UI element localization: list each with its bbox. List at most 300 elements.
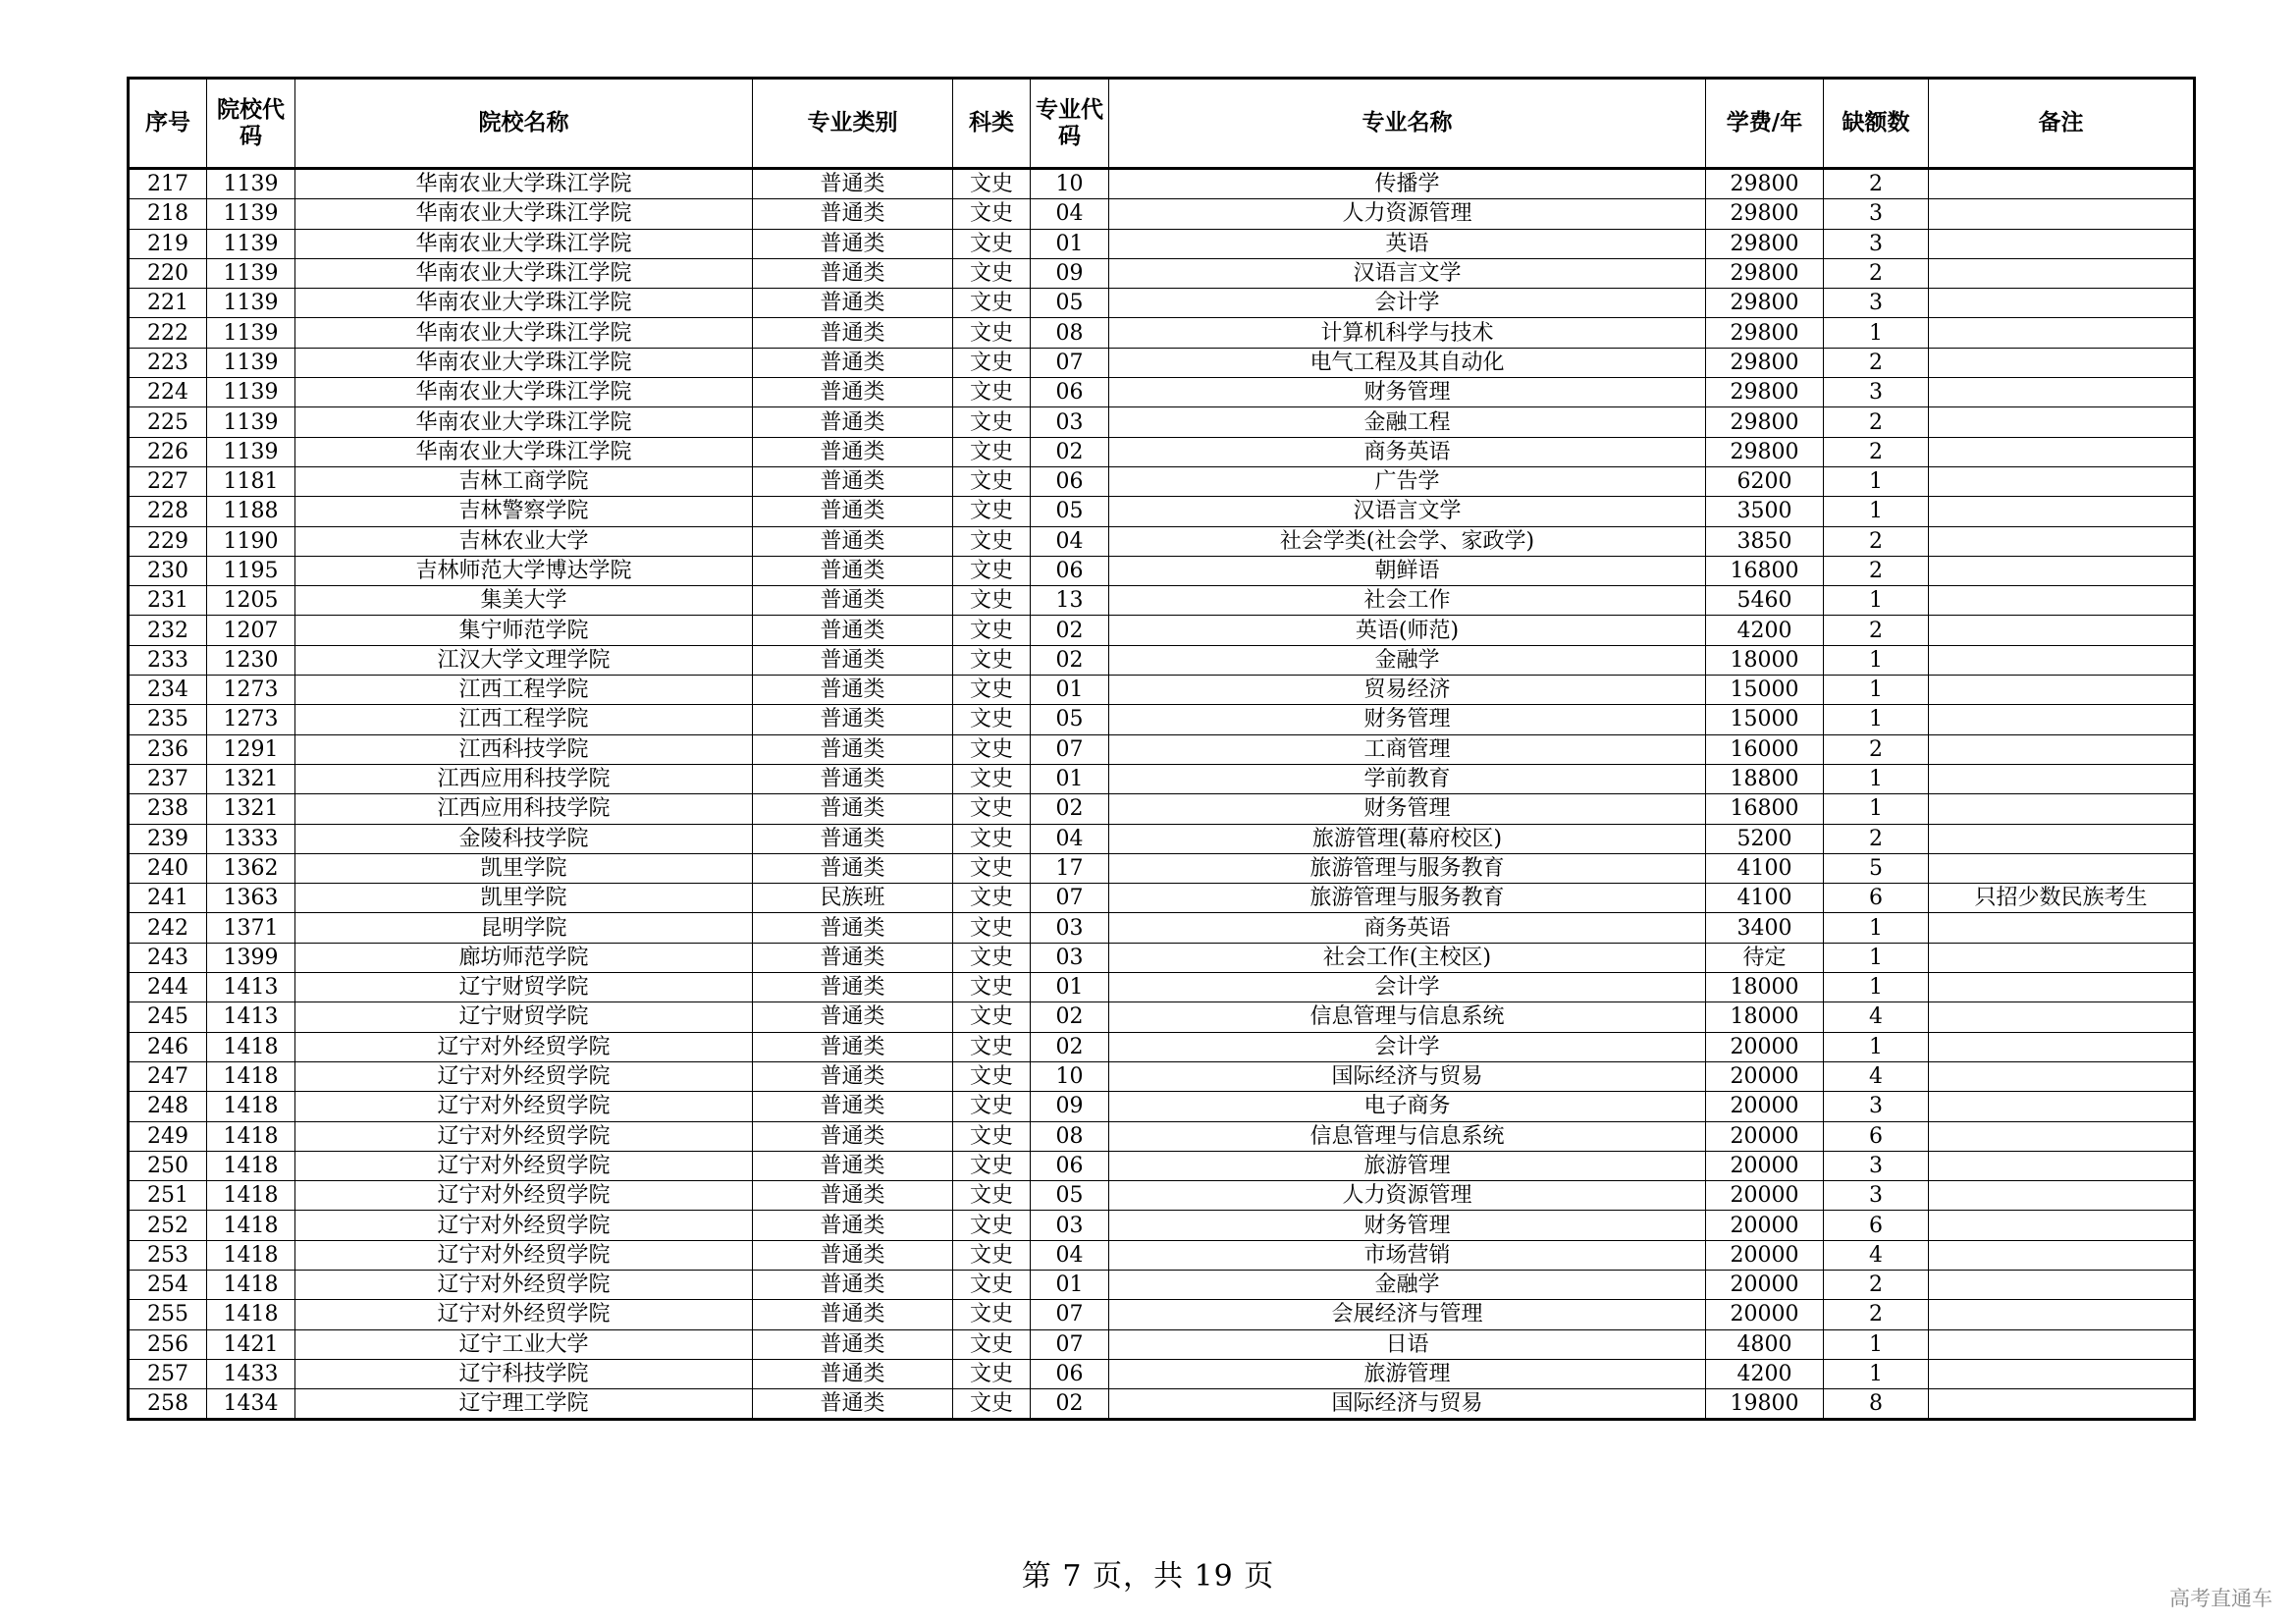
- cell-tuition: 29800: [1706, 229, 1824, 258]
- cell-seq: 231: [129, 586, 207, 616]
- cell-school-code: 1418: [207, 1151, 295, 1180]
- cell-seq: 228: [129, 497, 207, 526]
- cell-seq: 220: [129, 258, 207, 288]
- header-tuition: 学费/年: [1706, 79, 1824, 169]
- cell-school-name: 吉林师范大学博达学院: [295, 556, 753, 585]
- cell-school-name: 廊坊师范学院: [295, 943, 753, 972]
- cell-major-code: 05: [1031, 1181, 1109, 1211]
- cell-major-name: 汉语言文学: [1109, 497, 1706, 526]
- cell-remark: [1929, 734, 2195, 764]
- cell-major-code: 10: [1031, 1061, 1109, 1091]
- cell-tuition: 20000: [1706, 1032, 1824, 1061]
- cell-remark: [1929, 1151, 2195, 1180]
- cell-major-name: 旅游管理(幕府校区): [1109, 824, 1706, 853]
- cell-major-type: 普通类: [753, 318, 953, 348]
- cell-major-name: 金融学: [1109, 645, 1706, 675]
- header-school-name: 院校名称: [295, 79, 753, 169]
- cell-subject: 文史: [953, 705, 1031, 734]
- cell-school-code: 1207: [207, 616, 295, 645]
- cell-vacancies: 1: [1824, 645, 1929, 675]
- table-row: [129, 1121, 2195, 1151]
- cell-subject: 文史: [953, 794, 1031, 824]
- cell-remark: [1929, 1300, 2195, 1329]
- cell-school-name: 辽宁对外经贸学院: [295, 1032, 753, 1061]
- table-row: [129, 1032, 2195, 1061]
- cell-subject: 文史: [953, 1151, 1031, 1180]
- table-row: [129, 943, 2195, 972]
- cell-seq: 241: [129, 884, 207, 913]
- cell-school-name: 辽宁科技学院: [295, 1359, 753, 1388]
- cell-school-name: 江西科技学院: [295, 734, 753, 764]
- table-row: [129, 1359, 2195, 1388]
- cell-major-name: 国际经济与贸易: [1109, 1061, 1706, 1091]
- cell-tuition: 20000: [1706, 1151, 1824, 1180]
- cell-major-name: 贸易经济: [1109, 676, 1706, 705]
- cell-remark: [1929, 1359, 2195, 1388]
- cell-major-name: 旅游管理与服务教育: [1109, 884, 1706, 913]
- cell-school-name: 辽宁对外经贸学院: [295, 1270, 753, 1299]
- cell-school-name: 华南农业大学珠江学院: [295, 169, 753, 199]
- cell-vacancies: 2: [1824, 734, 1929, 764]
- cell-tuition: 18000: [1706, 645, 1824, 675]
- cell-seq: 240: [129, 853, 207, 883]
- cell-school-name: 凯里学院: [295, 884, 753, 913]
- table-row: [129, 884, 2195, 913]
- table-row: [129, 1270, 2195, 1299]
- cell-school-code: 1418: [207, 1300, 295, 1329]
- cell-school-code: 1362: [207, 853, 295, 883]
- header-subject: 科类: [953, 79, 1031, 169]
- cell-remark: [1929, 764, 2195, 793]
- cell-school-name: 辽宁对外经贸学院: [295, 1211, 753, 1240]
- cell-seq: 224: [129, 378, 207, 407]
- cell-seq: 255: [129, 1300, 207, 1329]
- cell-remark: [1929, 824, 2195, 853]
- cell-school-name: 辽宁对外经贸学院: [295, 1151, 753, 1180]
- cell-seq: 251: [129, 1181, 207, 1211]
- cell-major-type: 普通类: [753, 407, 953, 437]
- cell-major-name: 电子商务: [1109, 1092, 1706, 1121]
- cell-school-code: 1418: [207, 1211, 295, 1240]
- cell-vacancies: 1: [1824, 497, 1929, 526]
- cell-remark: [1929, 497, 2195, 526]
- cell-vacancies: 1: [1824, 794, 1929, 824]
- header-row: [129, 79, 2195, 169]
- cell-subject: 文史: [953, 199, 1031, 229]
- cell-major-type: 普通类: [753, 1121, 953, 1151]
- cell-major-type: 普通类: [753, 1181, 953, 1211]
- cell-tuition: 4200: [1706, 616, 1824, 645]
- cell-school-name: 华南农业大学珠江学院: [295, 229, 753, 258]
- cell-remark: [1929, 943, 2195, 972]
- cell-subject: 文史: [953, 1092, 1031, 1121]
- cell-major-type: 普通类: [753, 526, 953, 556]
- cell-tuition: 16800: [1706, 794, 1824, 824]
- header-major-name: 专业名称: [1109, 79, 1706, 169]
- cell-seq: 237: [129, 764, 207, 793]
- cell-major-name: 会计学: [1109, 289, 1706, 318]
- cell-tuition: 待定: [1706, 943, 1824, 972]
- cell-vacancies: 2: [1824, 348, 1929, 377]
- cell-remark: [1929, 1270, 2195, 1299]
- cell-remark: [1929, 973, 2195, 1002]
- cell-vacancies: 4: [1824, 1002, 1929, 1032]
- cell-major-code: 10: [1031, 169, 1109, 199]
- cell-remark: 只招少数民族考生: [1929, 884, 2195, 913]
- cell-remark: [1929, 437, 2195, 466]
- cell-school-name: 吉林农业大学: [295, 526, 753, 556]
- cell-school-code: 1181: [207, 466, 295, 496]
- cell-tuition: 15000: [1706, 676, 1824, 705]
- cell-school-code: 1321: [207, 764, 295, 793]
- cell-subject: 文史: [953, 943, 1031, 972]
- header-school-code: 院校代码: [207, 79, 295, 169]
- cell-remark: [1929, 645, 2195, 675]
- cell-seq: 235: [129, 705, 207, 734]
- cell-remark: [1929, 616, 2195, 645]
- cell-subject: 文史: [953, 1061, 1031, 1091]
- cell-major-code: 07: [1031, 1329, 1109, 1359]
- cell-major-code: 07: [1031, 884, 1109, 913]
- cell-subject: 文史: [953, 616, 1031, 645]
- cell-school-code: 1418: [207, 1092, 295, 1121]
- cell-tuition: 3850: [1706, 526, 1824, 556]
- cell-vacancies: 4: [1824, 1061, 1929, 1091]
- cell-major-type: 普通类: [753, 616, 953, 645]
- cell-major-type: 普通类: [753, 1032, 953, 1061]
- cell-remark: [1929, 348, 2195, 377]
- cell-school-name: 辽宁对外经贸学院: [295, 1061, 753, 1091]
- table-row: [129, 973, 2195, 1002]
- cell-subject: 文史: [953, 1002, 1031, 1032]
- cell-major-code: 08: [1031, 1121, 1109, 1151]
- cell-vacancies: 3: [1824, 289, 1929, 318]
- cell-tuition: 20000: [1706, 1211, 1824, 1240]
- table-row: [129, 794, 2195, 824]
- cell-major-name: 金融学: [1109, 1270, 1706, 1299]
- header-major-type: 专业类别: [753, 79, 953, 169]
- cell-tuition: 20000: [1706, 1061, 1824, 1091]
- cell-school-name: 集美大学: [295, 586, 753, 616]
- cell-tuition: 18000: [1706, 1002, 1824, 1032]
- cell-seq: 250: [129, 1151, 207, 1180]
- cell-seq: 239: [129, 824, 207, 853]
- cell-remark: [1929, 1032, 2195, 1061]
- cell-remark: [1929, 1121, 2195, 1151]
- cell-vacancies: 6: [1824, 884, 1929, 913]
- cell-major-name: 商务英语: [1109, 437, 1706, 466]
- cell-tuition: 16000: [1706, 734, 1824, 764]
- cell-major-name: 社会工作(主校区): [1109, 943, 1706, 972]
- cell-subject: 文史: [953, 645, 1031, 675]
- cell-vacancies: 1: [1824, 1359, 1929, 1388]
- cell-major-type: 普通类: [753, 853, 953, 883]
- cell-major-code: 06: [1031, 556, 1109, 585]
- cell-school-code: 1273: [207, 676, 295, 705]
- cell-school-name: 华南农业大学珠江学院: [295, 378, 753, 407]
- cell-major-code: 05: [1031, 497, 1109, 526]
- cell-vacancies: 1: [1824, 913, 1929, 943]
- cell-major-type: 普通类: [753, 1240, 953, 1270]
- cell-remark: [1929, 407, 2195, 437]
- cell-vacancies: 1: [1824, 764, 1929, 793]
- cell-tuition: 20000: [1706, 1121, 1824, 1151]
- cell-subject: 文史: [953, 526, 1031, 556]
- cell-major-name: 会计学: [1109, 1032, 1706, 1061]
- cell-school-name: 辽宁对外经贸学院: [295, 1181, 753, 1211]
- cell-tuition: 29800: [1706, 169, 1824, 199]
- cell-school-name: 辽宁对外经贸学院: [295, 1240, 753, 1270]
- cell-subject: 文史: [953, 824, 1031, 853]
- cell-seq: 227: [129, 466, 207, 496]
- cell-subject: 文史: [953, 1270, 1031, 1299]
- cell-tuition: 6200: [1706, 466, 1824, 496]
- cell-tuition: 20000: [1706, 1181, 1824, 1211]
- cell-major-type: 普通类: [753, 229, 953, 258]
- cell-subject: 文史: [953, 378, 1031, 407]
- cell-major-type: 普通类: [753, 824, 953, 853]
- cell-major-type: 普通类: [753, 258, 953, 288]
- cell-subject: 文史: [953, 348, 1031, 377]
- cell-major-type: 普通类: [753, 913, 953, 943]
- cell-vacancies: 2: [1824, 258, 1929, 288]
- cell-major-type: 普通类: [753, 1300, 953, 1329]
- cell-subject: 文史: [953, 556, 1031, 585]
- cell-school-code: 1190: [207, 526, 295, 556]
- cell-school-code: 1139: [207, 289, 295, 318]
- cell-major-type: 普通类: [753, 973, 953, 1002]
- table-row: [129, 1002, 2195, 1032]
- cell-major-name: 学前教育: [1109, 764, 1706, 793]
- cell-school-name: 辽宁财贸学院: [295, 973, 753, 1002]
- cell-tuition: 29800: [1706, 199, 1824, 229]
- cell-major-code: 02: [1031, 645, 1109, 675]
- cell-major-type: 普通类: [753, 1092, 953, 1121]
- cell-seq: 247: [129, 1061, 207, 1091]
- cell-major-code: 07: [1031, 348, 1109, 377]
- cell-tuition: 3400: [1706, 913, 1824, 943]
- cell-major-code: 02: [1031, 1389, 1109, 1420]
- cell-tuition: 16800: [1706, 556, 1824, 585]
- cell-subject: 文史: [953, 676, 1031, 705]
- cell-major-name: 朝鲜语: [1109, 556, 1706, 585]
- cell-subject: 文史: [953, 1300, 1031, 1329]
- table-row: [129, 1211, 2195, 1240]
- cell-major-type: 普通类: [753, 794, 953, 824]
- cell-vacancies: 3: [1824, 199, 1929, 229]
- table-row: [129, 1061, 2195, 1091]
- cell-major-code: 01: [1031, 1270, 1109, 1299]
- cell-major-code: 06: [1031, 466, 1109, 496]
- cell-major-code: 03: [1031, 913, 1109, 943]
- cell-seq: 234: [129, 676, 207, 705]
- cell-school-code: 1139: [207, 437, 295, 466]
- cell-major-name: 国际经济与贸易: [1109, 1389, 1706, 1420]
- cell-tuition: 20000: [1706, 1300, 1824, 1329]
- header-major-code: 专业代码: [1031, 79, 1109, 169]
- table-row: [129, 526, 2195, 556]
- cell-remark: [1929, 258, 2195, 288]
- table-row: [129, 1329, 2195, 1359]
- cell-seq: 226: [129, 437, 207, 466]
- cell-remark: [1929, 1181, 2195, 1211]
- cell-seq: 233: [129, 645, 207, 675]
- cell-major-code: 02: [1031, 616, 1109, 645]
- cell-major-type: 普通类: [753, 378, 953, 407]
- cell-tuition: 18000: [1706, 973, 1824, 1002]
- cell-major-type: 普通类: [753, 1211, 953, 1240]
- cell-major-name: 计算机科学与技术: [1109, 318, 1706, 348]
- cell-subject: 文史: [953, 884, 1031, 913]
- cell-school-name: 辽宁财贸学院: [295, 1002, 753, 1032]
- cell-vacancies: 3: [1824, 1151, 1929, 1180]
- cell-seq: 248: [129, 1092, 207, 1121]
- cell-school-code: 1418: [207, 1270, 295, 1299]
- cell-tuition: 5460: [1706, 586, 1824, 616]
- table-row: [129, 676, 2195, 705]
- cell-subject: 文史: [953, 1121, 1031, 1151]
- cell-vacancies: 3: [1824, 229, 1929, 258]
- cell-vacancies: 1: [1824, 943, 1929, 972]
- cell-seq: 232: [129, 616, 207, 645]
- cell-major-type: 普通类: [753, 586, 953, 616]
- cell-school-name: 华南农业大学珠江学院: [295, 348, 753, 377]
- cell-vacancies: 1: [1824, 466, 1929, 496]
- cell-major-code: 03: [1031, 943, 1109, 972]
- cell-major-code: 09: [1031, 258, 1109, 288]
- cell-vacancies: 1: [1824, 586, 1929, 616]
- cell-remark: [1929, 1061, 2195, 1091]
- table-body: [129, 169, 2195, 1420]
- page-footer: 第 7 页，共 19 页: [1021, 1559, 1275, 1594]
- cell-major-name: 人力资源管理: [1109, 199, 1706, 229]
- cell-school-code: 1321: [207, 794, 295, 824]
- cell-vacancies: 1: [1824, 676, 1929, 705]
- cell-vacancies: 5: [1824, 853, 1929, 883]
- cell-school-code: 1418: [207, 1032, 295, 1061]
- cell-school-code: 1139: [207, 407, 295, 437]
- cell-major-type: 普通类: [753, 645, 953, 675]
- cell-subject: 文史: [953, 318, 1031, 348]
- cell-major-code: 02: [1031, 794, 1109, 824]
- cell-remark: [1929, 1329, 2195, 1359]
- cell-vacancies: 2: [1824, 1270, 1929, 1299]
- cell-subject: 文史: [953, 407, 1031, 437]
- cell-tuition: 29800: [1706, 407, 1824, 437]
- cell-school-name: 辽宁理工学院: [295, 1389, 753, 1420]
- cell-school-code: 1139: [207, 229, 295, 258]
- cell-seq: 238: [129, 794, 207, 824]
- table-row: [129, 258, 2195, 288]
- cell-major-name: 工商管理: [1109, 734, 1706, 764]
- cell-major-name: 会展经济与管理: [1109, 1300, 1706, 1329]
- cell-vacancies: 4: [1824, 1240, 1929, 1270]
- cell-remark: [1929, 794, 2195, 824]
- cell-seq: 252: [129, 1211, 207, 1240]
- table-row: [129, 318, 2195, 348]
- cell-major-type: 普通类: [753, 1359, 953, 1388]
- cell-major-code: 02: [1031, 1002, 1109, 1032]
- cell-remark: [1929, 556, 2195, 585]
- cell-major-type: 普通类: [753, 1329, 953, 1359]
- table-row: [129, 853, 2195, 883]
- cell-tuition: 18800: [1706, 764, 1824, 793]
- cell-seq: 229: [129, 526, 207, 556]
- cell-remark: [1929, 853, 2195, 883]
- cell-remark: [1929, 378, 2195, 407]
- cell-school-code: 1418: [207, 1061, 295, 1091]
- cell-remark: [1929, 169, 2195, 199]
- cell-remark: [1929, 1211, 2195, 1240]
- cell-major-type: 普通类: [753, 1061, 953, 1091]
- cell-school-code: 1139: [207, 258, 295, 288]
- cell-tuition: 15000: [1706, 705, 1824, 734]
- table-row: [129, 913, 2195, 943]
- cell-seq: 246: [129, 1032, 207, 1061]
- cell-vacancies: 2: [1824, 526, 1929, 556]
- cell-major-name: 电气工程及其自动化: [1109, 348, 1706, 377]
- cell-major-name: 商务英语: [1109, 913, 1706, 943]
- cell-remark: [1929, 1002, 2195, 1032]
- cell-school-code: 1371: [207, 913, 295, 943]
- cell-major-code: 05: [1031, 705, 1109, 734]
- table-row: [129, 289, 2195, 318]
- cell-seq: 230: [129, 556, 207, 585]
- cell-subject: 文史: [953, 1329, 1031, 1359]
- cell-major-type: 普通类: [753, 734, 953, 764]
- cell-school-name: 江西工程学院: [295, 676, 753, 705]
- cell-school-name: 华南农业大学珠江学院: [295, 258, 753, 288]
- cell-major-name: 信息管理与信息系统: [1109, 1121, 1706, 1151]
- header-seq: 序号: [129, 79, 207, 169]
- table-row: [129, 1181, 2195, 1211]
- vacancy-table: [127, 77, 2196, 1421]
- cell-seq: 236: [129, 734, 207, 764]
- cell-major-code: 04: [1031, 824, 1109, 853]
- table-row: [129, 229, 2195, 258]
- cell-major-type: 普通类: [753, 199, 953, 229]
- cell-school-code: 1205: [207, 586, 295, 616]
- cell-tuition: 29800: [1706, 378, 1824, 407]
- cell-major-code: 02: [1031, 437, 1109, 466]
- cell-tuition: 20000: [1706, 1240, 1824, 1270]
- cell-school-code: 1434: [207, 1389, 295, 1420]
- cell-seq: 249: [129, 1121, 207, 1151]
- cell-subject: 文史: [953, 289, 1031, 318]
- cell-subject: 文史: [953, 1359, 1031, 1388]
- cell-tuition: 4100: [1706, 853, 1824, 883]
- cell-subject: 文史: [953, 764, 1031, 793]
- table-row: [129, 586, 2195, 616]
- table-row: [129, 705, 2195, 734]
- cell-remark: [1929, 199, 2195, 229]
- cell-major-code: 04: [1031, 199, 1109, 229]
- cell-school-name: 华南农业大学珠江学院: [295, 407, 753, 437]
- cell-major-name: 旅游管理: [1109, 1359, 1706, 1388]
- cell-major-type: 普通类: [753, 705, 953, 734]
- cell-seq: 253: [129, 1240, 207, 1270]
- cell-major-type: 民族班: [753, 884, 953, 913]
- cell-school-name: 江西应用科技学院: [295, 764, 753, 793]
- cell-school-name: 江西应用科技学院: [295, 794, 753, 824]
- cell-school-name: 吉林工商学院: [295, 466, 753, 496]
- cell-seq: 243: [129, 943, 207, 972]
- cell-subject: 文史: [953, 169, 1031, 199]
- table-row: [129, 764, 2195, 793]
- cell-subject: 文史: [953, 1211, 1031, 1240]
- table-row: [129, 199, 2195, 229]
- cell-subject: 文史: [953, 913, 1031, 943]
